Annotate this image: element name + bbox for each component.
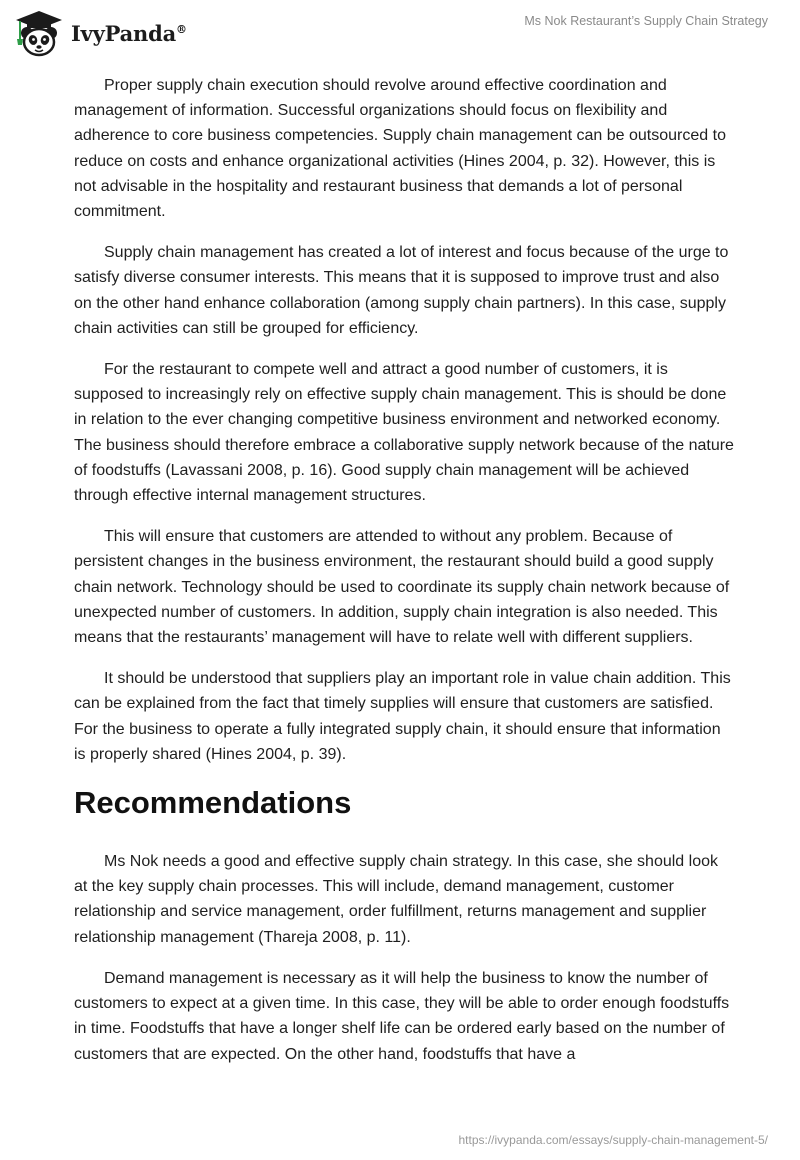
document-title: Ms Nok Restaurant’s Supply Chain Strategy bbox=[524, 14, 768, 28]
essay-body bbox=[74, 73, 734, 1083]
ivypanda-logo[interactable] bbox=[14, 9, 187, 57]
paragraph: Ms Nok needs a good and effective supply chain strategy. In this case, she should look at the key supply chain processes. This will include, demand management, customer relationship and service management, order fulfillment, returns management and supplier relationship management (Thareja 2008, p. 11). bbox=[74, 853, 718, 946]
section-heading-recommendations: Recommendations bbox=[74, 785, 352, 821]
brand-name: IvyPanda® bbox=[71, 20, 187, 46]
paragraph: It should be understood that suppliers play an important role in value chain addition. This can be explained from the fact that timely supplies will ensure that customers are satisfied. For the business to operate a fully integrated supply chain, it should ensure that information is properly shared (Hines 2004, p. 39). bbox=[74, 670, 731, 763]
page-header bbox=[0, 0, 800, 70]
panda-graduate-icon bbox=[14, 9, 64, 57]
trademark-symbol: ® bbox=[176, 22, 187, 36]
paragraph: For the restaurant to compete well and attract a good number of customers, it is supposed to increasingly rely on effective supply chain management. This is should be done in relation to the ever changing competitive business environment and networked economy. The business should therefore embrace a collaborative supply network because of the nature of foodstuffs (Lavassani 2008, p. 16). Good supply chain management will be achieved through effective internal management structures. bbox=[74, 361, 734, 505]
paragraph: This will ensure that customers are attended to without any problem. Because of persistent changes in the business environment, the restaurant should build a good supply chain network. Technology should be used to coordinate its supply chain network because of unexpected number of customers. In addition, supply chain integration is also needed. This means that the restaurants’ management will have to relate well with different suppliers. bbox=[74, 528, 730, 647]
paragraph: Supply chain management has created a lot of interest and focus because of the urge to satisfy diverse consumer interests. This means that it is supposed to improve trust and also on the other hand enhance collaboration (among supply chain partners). In this case, supply chain activities can still be grouped for efficiency. bbox=[74, 244, 729, 337]
paragraph: Proper supply chain execution should revolve around effective coordination and management of information. Successful organizations should focus on flexibility and adherence to core business competencies. Supply chain management can be outsourced to reduce on costs and enhance organizational activities (Hines 2004, p. 32). However, this is not advisable in the hospitality and restaurant business that demands a lot of personal commitment. bbox=[74, 77, 726, 221]
paragraph: Demand management is necessary as it will help the business to know the number of customers to expect at a given time. In this case, they will be able to order enough foodstuffs in time. Foodstuffs that have a longer shelf life can be ordered early based on the number of customers that are expected. On the other hand, foodstuffs that have a bbox=[74, 969, 730, 1063]
source-url[interactable]: https://ivypanda.com/essays/supply-chain-management-5/ bbox=[458, 1133, 768, 1147]
